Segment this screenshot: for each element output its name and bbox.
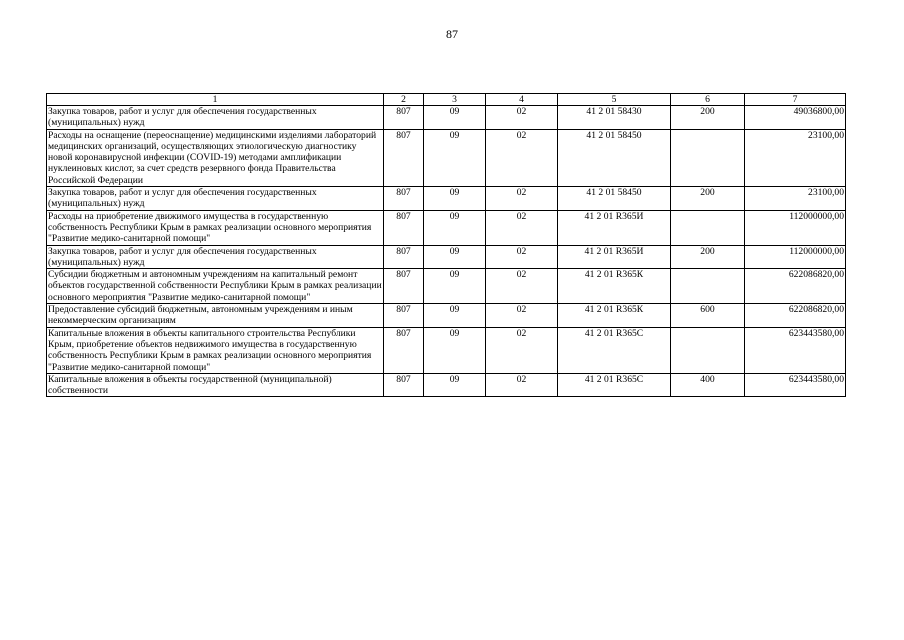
row-col6: [671, 269, 745, 304]
row-col5: 41 2 01 R365И: [558, 210, 671, 245]
row-col4: 02: [486, 106, 558, 130]
row-col6: [671, 327, 745, 373]
row-amount: 622086820,00: [745, 269, 846, 304]
row-col2: 807: [384, 373, 424, 397]
row-description: Закупка товаров, работ и услуг для обеспечения государственных (муниципальных) нужд: [47, 106, 384, 130]
row-col5: 41 2 01 R365С: [558, 373, 671, 397]
row-col2: 807: [384, 210, 424, 245]
row-col4: 02: [486, 269, 558, 304]
row-amount: 622086820,00: [745, 304, 846, 328]
row-col3: 09: [424, 327, 486, 373]
page-number: 87: [446, 27, 458, 41]
row-col6: 400: [671, 373, 745, 397]
row-col6: 200: [671, 187, 745, 211]
table-row: [47, 327, 846, 373]
row-col4: 02: [486, 210, 558, 245]
row-col3: 09: [424, 269, 486, 304]
row-amount: 23100,00: [745, 129, 846, 186]
row-col5: 41 2 01 R365К: [558, 304, 671, 328]
row-col5: 41 2 01 R365К: [558, 269, 671, 304]
row-col4: 02: [486, 245, 558, 269]
table-row: [47, 304, 846, 328]
row-description: Капитальные вложения в объекты государственной (муниципальной) собственности: [47, 373, 384, 397]
budget-table: [46, 93, 846, 397]
row-col5: 41 2 01 58450: [558, 129, 671, 186]
table-row: [47, 245, 846, 269]
table-row: [47, 187, 846, 211]
row-col4: 02: [486, 187, 558, 211]
table-header-row: [47, 94, 846, 106]
row-description: Предоставление субсидий бюджетным, автономным учреждениям и иным некоммерческим организациям: [47, 304, 384, 328]
row-col3: 09: [424, 187, 486, 211]
row-description: Капитальные вложения в объекты капитального строительства Республики Крым, приобретение объектов недвижимого имущества в государственную собственность Республики Крым в рамках реализации основного мероприятия "Развитие медико-санитарной помощи": [47, 327, 384, 373]
row-col5: 41 2 01 58450: [558, 187, 671, 211]
row-amount: 49036800,00: [745, 106, 846, 130]
row-col3: 09: [424, 106, 486, 130]
column-header-3: 3: [424, 94, 486, 106]
table-row: [47, 373, 846, 397]
row-col2: 807: [384, 187, 424, 211]
column-header-7: 7: [745, 94, 846, 106]
row-col6: 600: [671, 304, 745, 328]
row-col6: 200: [671, 245, 745, 269]
row-col4: 02: [486, 373, 558, 397]
table-row: [47, 269, 846, 304]
row-amount: 623443580,00: [745, 327, 846, 373]
row-description: Закупка товаров, работ и услуг для обеспечения государственных (муниципальных) нужд: [47, 245, 384, 269]
row-col6: [671, 210, 745, 245]
row-amount: 23100,00: [745, 187, 846, 211]
row-col4: 02: [486, 327, 558, 373]
table-row: [47, 106, 846, 130]
row-col5: 41 2 01 R365И: [558, 245, 671, 269]
column-header-4: 4: [486, 94, 558, 106]
row-col3: 09: [424, 210, 486, 245]
row-col6: 200: [671, 106, 745, 130]
row-col2: 807: [384, 269, 424, 304]
row-col2: 807: [384, 327, 424, 373]
row-amount: 112000000,00: [745, 245, 846, 269]
row-col2: 807: [384, 106, 424, 130]
row-col2: 807: [384, 245, 424, 269]
row-col5: 41 2 01 58430: [558, 106, 671, 130]
row-description: Расходы на оснащение (переоснащение) медицинскими изделиями лабораторий медицинских организаций, осуществляющих этиологическую диагностику новой коронавирусной инфекции (COVID-19) методами амплификации нуклеиновых кислот, за счет средств резервного фонда Правительства Российской Федерации: [47, 129, 384, 186]
table-row: [47, 129, 846, 186]
row-description: Субсидии бюджетным и автономным учреждениям на капитальный ремонт объектов государственной собственности Республики Крым в рамках реализации основного мероприятия "Развитие медико-санитарной помощи": [48, 269, 382, 303]
row-description: Закупка товаров, работ и услуг для обеспечения государственных (муниципальных) нужд: [47, 187, 384, 211]
row-amount: 112000000,00: [745, 210, 846, 245]
row-col4: 02: [486, 129, 558, 186]
column-header-2: 2: [384, 94, 424, 106]
table-row: [47, 210, 846, 245]
column-header-6: 6: [671, 94, 745, 106]
row-col3: 09: [424, 129, 486, 186]
row-col5: 41 2 01 R365С: [558, 327, 671, 373]
row-col3: 09: [424, 304, 486, 328]
row-col6: [671, 129, 745, 186]
column-header-1: 1: [47, 94, 384, 106]
row-col4: 02: [486, 304, 558, 328]
column-header-5: 5: [558, 94, 671, 106]
row-col3: 09: [424, 373, 486, 397]
row-amount: 623443580,00: [745, 373, 846, 397]
row-col3: 09: [424, 245, 486, 269]
row-description: Расходы на приобретение движимого имущества в государственную собственность Республики Крым в рамках реализации основного мероприятия "Развитие медико-санитарной помощи": [47, 210, 384, 245]
row-col2: 807: [384, 304, 424, 328]
row-col2: 807: [384, 129, 424, 186]
